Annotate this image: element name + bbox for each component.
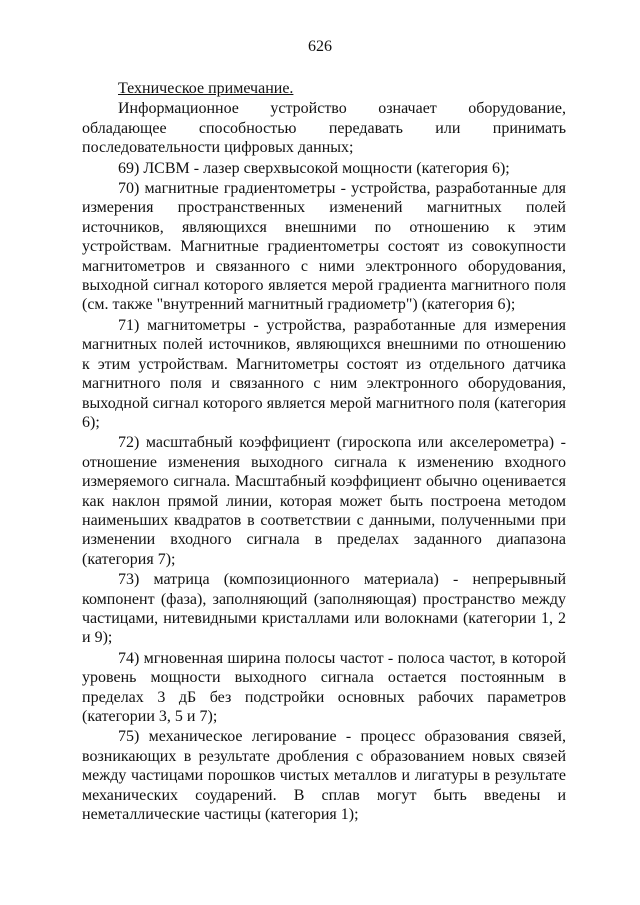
paragraph-74: 74) мгновенная ширина полосы частот - полоса частот, в которой уровень мощности выходного сигнала остается постоянным в пределах 3 дБ без подстройки основных рабочих параметров (категории 3, 5 и 7); bbox=[82, 649, 566, 725]
note-title: Техническое примечание. bbox=[118, 80, 294, 97]
paragraph-71: 71) магнитометры - устройства, разработанные для измерения магнитных полей источников, являющихся внешними по отношению к этим устройствам. Магнитометры состоят из отдельного датчика магнитного поля и связанного с ним электронного оборудования, выходной сигнал которого является мерой магнитного поля (категория 6); bbox=[82, 316, 566, 431]
page-number: 626 bbox=[308, 38, 332, 55]
paragraph-70: 70) магнитные градиентометры - устройства, разработанные для измерения пространственных изменений магнитных полей источников, являющихся внешними по отношению к этим устройствам. Магнитные градиентометры состоят из совокупности магнитометров и связанного с ними электронного оборудования, выходной сигнал которого является мерой градиента магнитного поля (см. также "внутренний магнитный градиометр") (категория 6); bbox=[82, 180, 566, 314]
paragraph-75: 75) механическое легирование - процесс образования связей, возникающих в результате дробления с образованием новых связей между частицами порошков чистых металлов и лигатуры в результате механических соударений. В сплав могут быть введены и неметаллические частицы (категория 1); bbox=[82, 728, 566, 824]
document-body bbox=[82, 79, 566, 825]
paragraph-69: 69) ЛСВМ - лазер сверхвысокой мощности (категория 6); bbox=[118, 159, 510, 177]
note-heading bbox=[82, 79, 566, 98]
paragraph-72: 72) масштабный коэффициент (гироскопа или акселерометра) - отношение изменения выходного сигнала к изменению входного измеряемого сигнала. Масштабный коэффициент обычно оценивается как наклон прямой линии, которая может быть построена методом наименьших квадратов в соответствии с данными, полученными при изменении входного сигнала в пределах заданного диапазона (категория 7); bbox=[82, 434, 566, 568]
paragraph-73: 73) матрица (композиционного материала) - непрерывный компонент (фаза), заполняющий (заполняющая) пространство между частицами, нитевидными кристаллами или волокнами (категории 1, 2 и 9); bbox=[82, 571, 566, 647]
paragraph-note-text: Информационное устройство означает оборудование, обладающее способностью передавать или принимать последовательности цифровых данных; bbox=[82, 100, 566, 157]
